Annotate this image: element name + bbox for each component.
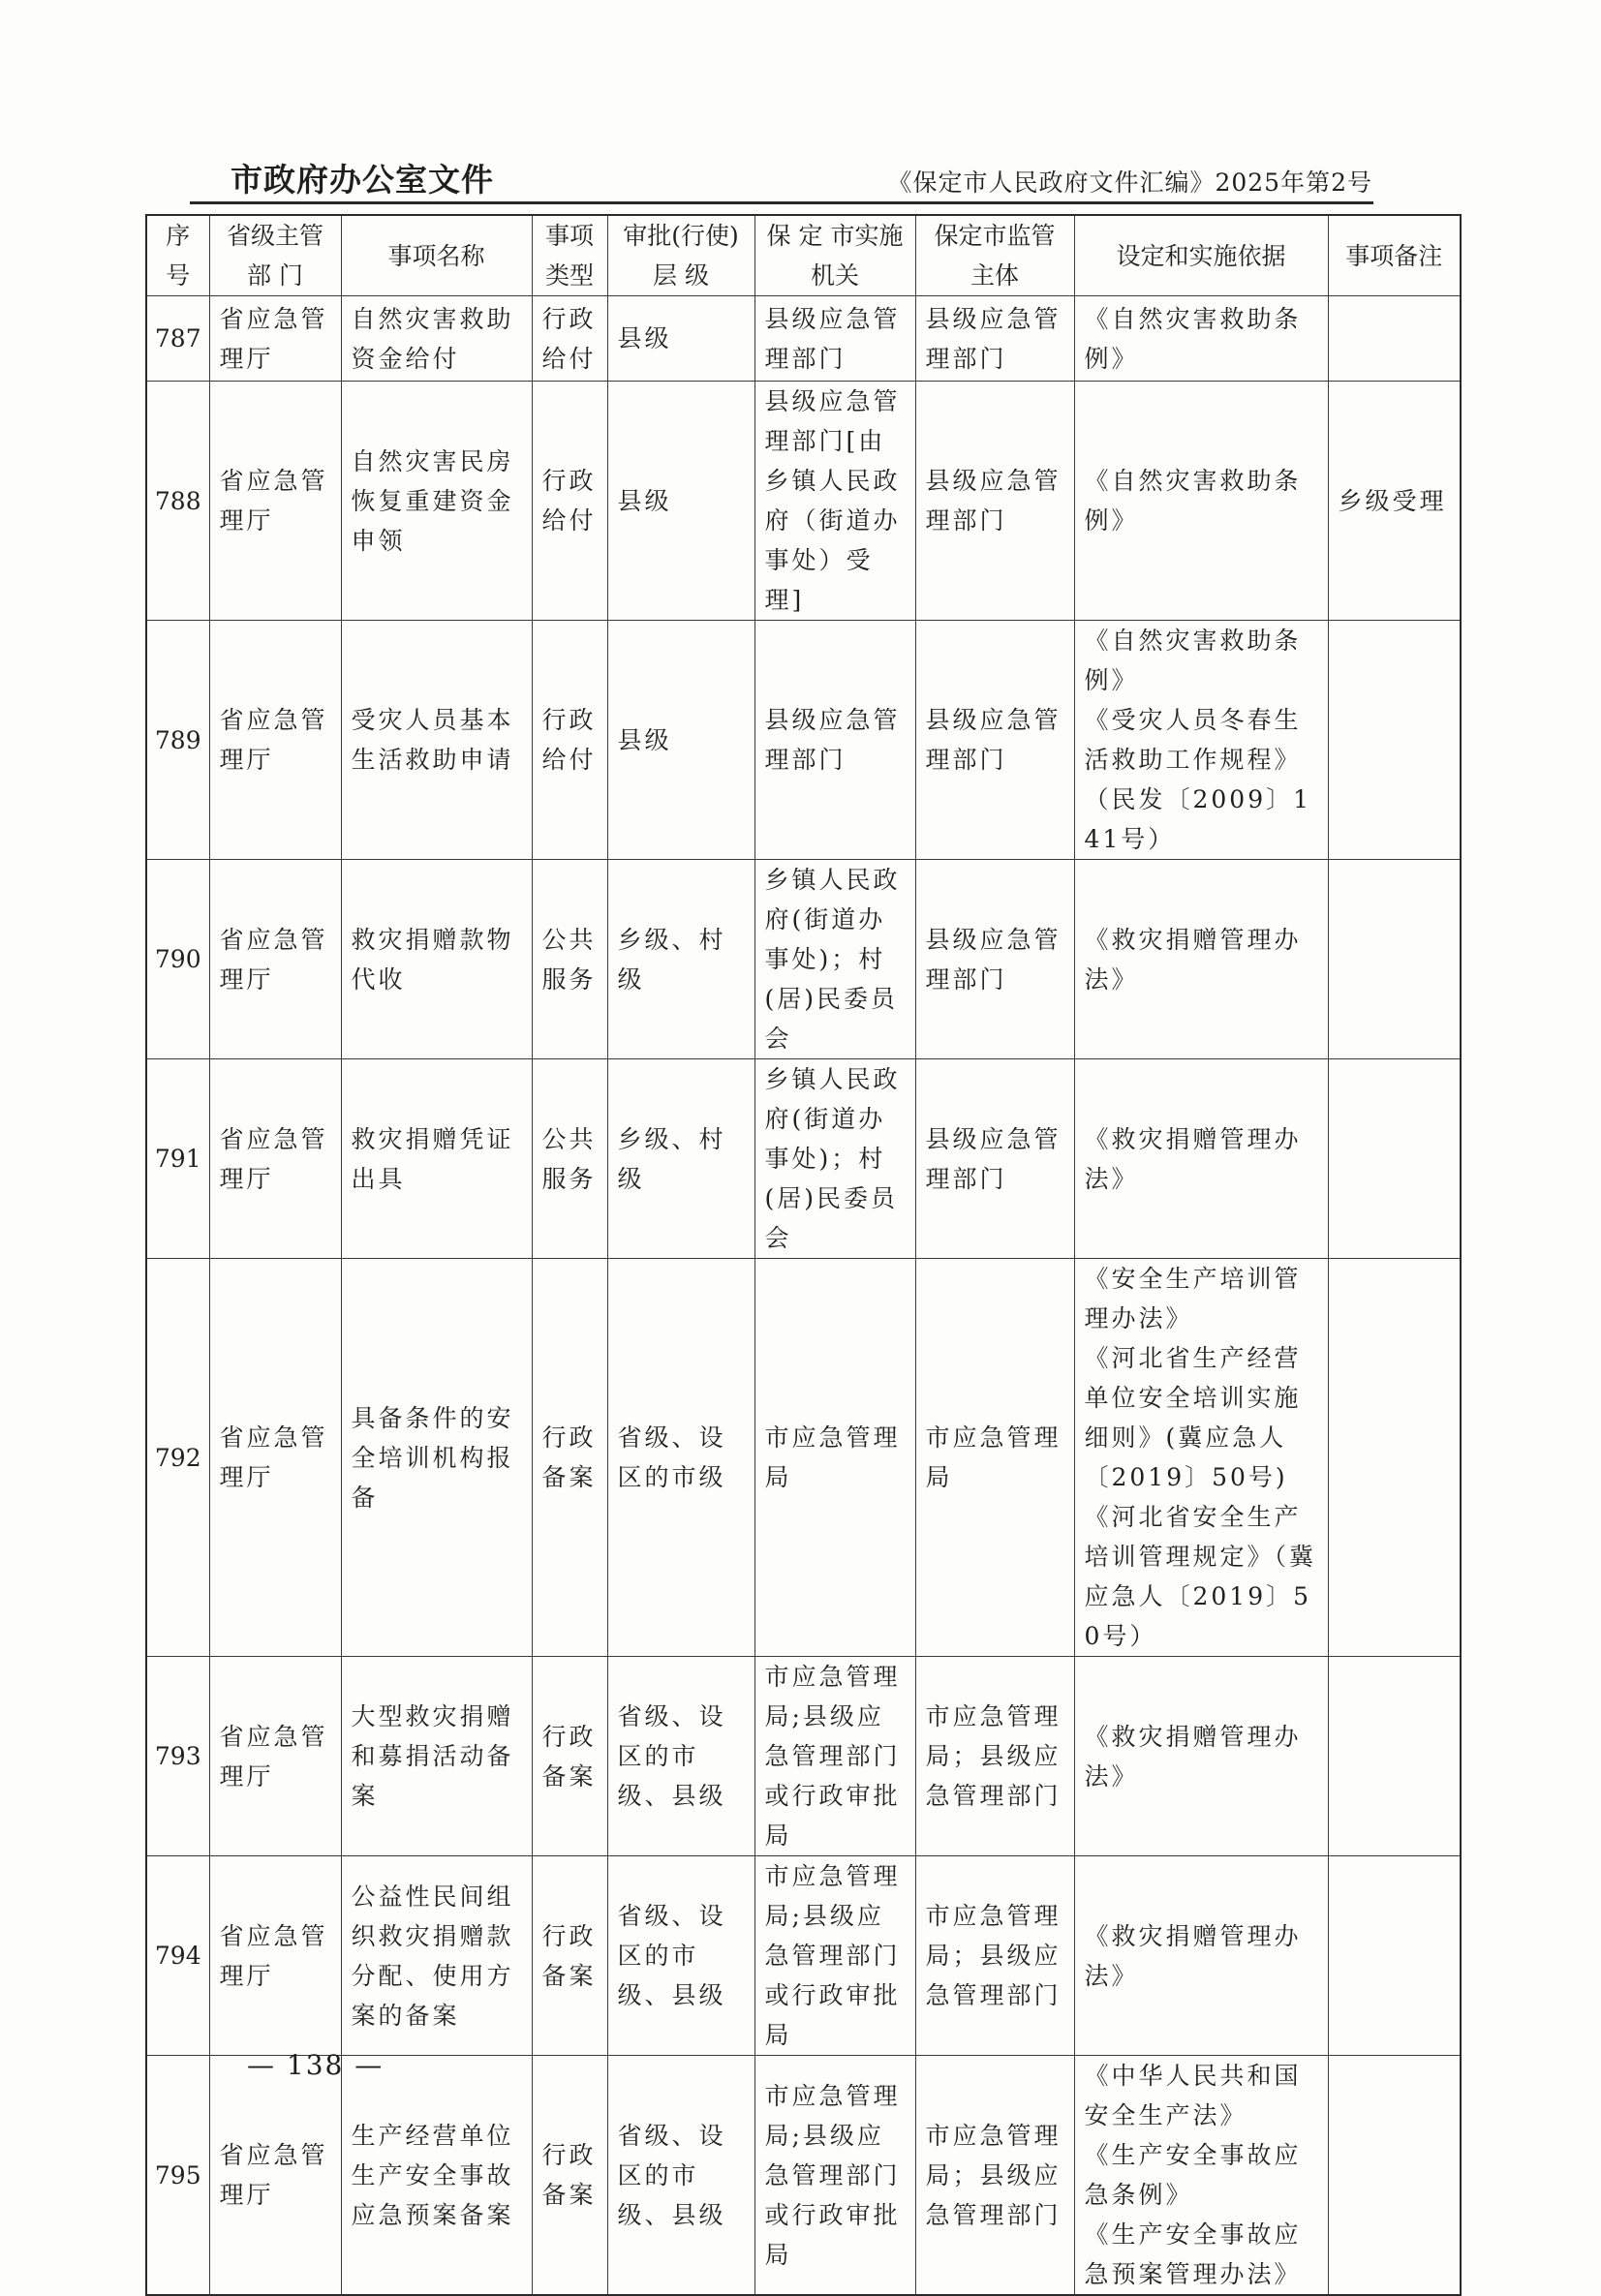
cell-department: 省应急管理厅 (209, 296, 341, 382)
table-body (146, 296, 1461, 2296)
cell-department: 省应急管理厅 (209, 1657, 341, 1856)
cell-approval-level: 省级、设区的市级、县级 (607, 2056, 754, 2296)
cell-no: 790 (146, 860, 209, 1059)
column-header-no: 序号 (146, 215, 209, 296)
cell-department: 省应急管理厅 (209, 1259, 341, 1657)
cell-no: 788 (146, 382, 209, 621)
cell-remarks (1328, 1259, 1461, 1657)
column-header-supervisor: 保定市监管主体 (915, 215, 1074, 296)
cell-no: 787 (146, 296, 209, 382)
cell-item-name: 救灾捐赠凭证出具 (341, 1059, 532, 1259)
cell-no: 791 (146, 1059, 209, 1259)
cell-department: 省应急管理厅 (209, 382, 341, 621)
cell-supervisor: 市应急管理局；县级应急管理部门 (915, 1856, 1074, 2056)
column-header-implementing-agency: 保 定 市实施机关 (754, 215, 915, 296)
cell-remarks (1328, 860, 1461, 1059)
cell-department: 省应急管理厅 (209, 860, 341, 1059)
cell-approval-level: 县级 (607, 382, 754, 621)
cell-item-type: 行政备案 (532, 2056, 607, 2296)
cell-remarks (1328, 296, 1461, 382)
cell-item-name: 受灾人员基本生活救助申请 (341, 621, 532, 860)
cell-no: 793 (146, 1657, 209, 1856)
cell-remarks (1328, 2056, 1461, 2296)
cell-item-type: 公共服务 (532, 1059, 607, 1259)
cell-legal-basis: 《救灾捐赠管理办法》 (1074, 1059, 1328, 1259)
page-number: — 138 — (247, 2049, 385, 2081)
cell-supervisor: 市应急管理局；县级应急管理部门 (915, 2056, 1074, 2296)
cell-department: 省应急管理厅 (209, 1059, 341, 1259)
cell-approval-level: 省级、设区的市级、县级 (607, 1657, 754, 1856)
cell-supervisor: 县级应急管理部门 (915, 382, 1074, 621)
cell-item-name: 公益性民间组织救灾捐赠款分配、使用方案的备案 (341, 1856, 532, 2056)
cell-implementing-agency: 市应急管理局 (754, 1259, 915, 1657)
cell-remarks (1328, 1856, 1461, 2056)
column-header-item-name: 事项名称 (341, 215, 532, 296)
cell-item-type: 行政给付 (532, 296, 607, 382)
cell-item-type: 行政备案 (532, 1259, 607, 1657)
cell-implementing-agency: 乡镇人民政府(街道办事处)；村(居)民委员会 (754, 860, 915, 1059)
table-row (146, 296, 1461, 382)
cell-item-name: 生产经营单位生产安全事故应急预案备案 (341, 2056, 532, 2296)
column-header-item-type: 事项类型 (532, 215, 607, 296)
cell-supervisor: 县级应急管理部门 (915, 296, 1074, 382)
cell-supervisor: 市应急管理局；县级应急管理部门 (915, 1657, 1074, 1856)
table-row (146, 2056, 1461, 2296)
header-rule (190, 201, 1373, 204)
cell-legal-basis: 《救灾捐赠管理办法》 (1074, 1856, 1328, 2056)
cell-approval-level: 省级、设区的市级、县级 (607, 1856, 754, 2056)
table-row (146, 621, 1461, 860)
cell-implementing-agency: 乡镇人民政府(街道办事处)；村(居)民委员会 (754, 1059, 915, 1259)
cell-item-type: 行政给付 (532, 621, 607, 860)
cell-implementing-agency: 县级应急管理部门 (754, 621, 915, 860)
cell-implementing-agency: 县级应急管理部门 (754, 296, 915, 382)
cell-supervisor: 县级应急管理部门 (915, 621, 1074, 860)
cell-implementing-agency: 市应急管理局;县级应急管理部门或行政审批局 (754, 2056, 915, 2296)
table-row (146, 1059, 1461, 1259)
compilation-issue-title: 《保定市人民政府文件汇编》2025年第2号 (887, 168, 1372, 197)
cell-approval-level: 乡级、村级 (607, 860, 754, 1059)
cell-implementing-agency: 市应急管理局;县级应急管理部门或行政审批局 (754, 1856, 915, 2056)
administrative-items-table (145, 214, 1462, 2296)
cell-department: 省应急管理厅 (209, 621, 341, 860)
cell-no: 792 (146, 1259, 209, 1657)
table-row (146, 1259, 1461, 1657)
cell-legal-basis: 《自然灾害救助条例》 《受灾人员冬春生活救助工作规程》（民发〔2009〕141号） (1074, 621, 1328, 860)
cell-item-name: 救灾捐赠款物代收 (341, 860, 532, 1059)
cell-legal-basis: 《中华人民共和国安全生产法》 《生产安全事故应急条例》 《生产安全事故应急预案管理办法》 (1074, 2056, 1328, 2296)
cell-item-name: 自然灾害民房恢复重建资金申领 (341, 382, 532, 621)
table-row (146, 1657, 1461, 1856)
cell-no: 795 (146, 2056, 209, 2296)
cell-item-name: 具备条件的安全培训机构报备 (341, 1259, 532, 1657)
cell-supervisor: 县级应急管理部门 (915, 1059, 1074, 1259)
table-row (146, 1856, 1461, 2056)
cell-item-type: 公共服务 (532, 860, 607, 1059)
cell-department: 省应急管理厅 (209, 2056, 341, 2296)
table-header-row (146, 215, 1461, 296)
cell-item-type: 行政给付 (532, 382, 607, 621)
cell-item-type: 行政备案 (532, 1657, 607, 1856)
cell-item-type: 行政备案 (532, 1856, 607, 2056)
cell-approval-level: 省级、设区的市级 (607, 1259, 754, 1657)
column-header-department: 省级主管部 门 (209, 215, 341, 296)
cell-legal-basis: 《救灾捐赠管理办法》 (1074, 860, 1328, 1059)
cell-implementing-agency: 市应急管理局;县级应急管理部门或行政审批局 (754, 1657, 915, 1856)
cell-supervisor: 县级应急管理部门 (915, 860, 1074, 1059)
cell-item-name: 自然灾害救助资金给付 (341, 296, 532, 382)
cell-remarks (1328, 1657, 1461, 1856)
cell-implementing-agency: 县级应急管理部门[由乡镇人民政府（街道办事处）受理] (754, 382, 915, 621)
column-header-legal-basis: 设定和实施依据 (1074, 215, 1328, 296)
table-row (146, 860, 1461, 1059)
column-header-approval-level: 审批(行使)层 级 (607, 215, 754, 296)
cell-no: 789 (146, 621, 209, 860)
cell-no: 794 (146, 1856, 209, 2056)
cell-approval-level: 县级 (607, 296, 754, 382)
cell-remarks (1328, 621, 1461, 860)
cell-remarks (1328, 1059, 1461, 1259)
cell-supervisor: 市应急管理局 (915, 1259, 1074, 1657)
cell-approval-level: 县级 (607, 621, 754, 860)
cell-legal-basis: 《自然灾害救助条例》 (1074, 382, 1328, 621)
cell-legal-basis: 《自然灾害救助条例》 (1074, 296, 1328, 382)
cell-legal-basis: 《安全生产培训管理办法》 《河北省生产经营单位安全培训实施细则》(冀应急人〔2019〕50号) 《河北省安全生产培训管理规定》（冀应急人〔2019〕50号） (1074, 1259, 1328, 1657)
cell-approval-level: 乡级、村级 (607, 1059, 754, 1259)
document-series-title: 市政府办公室文件 (231, 161, 494, 199)
cell-remarks: 乡级受理 (1328, 382, 1461, 621)
cell-department: 省应急管理厅 (209, 1856, 341, 2056)
cell-item-name: 大型救灾捐赠和募捐活动备案 (341, 1657, 532, 1856)
cell-legal-basis: 《救灾捐赠管理办法》 (1074, 1657, 1328, 1856)
column-header-remarks: 事项备注 (1328, 215, 1461, 296)
table-row (146, 382, 1461, 621)
